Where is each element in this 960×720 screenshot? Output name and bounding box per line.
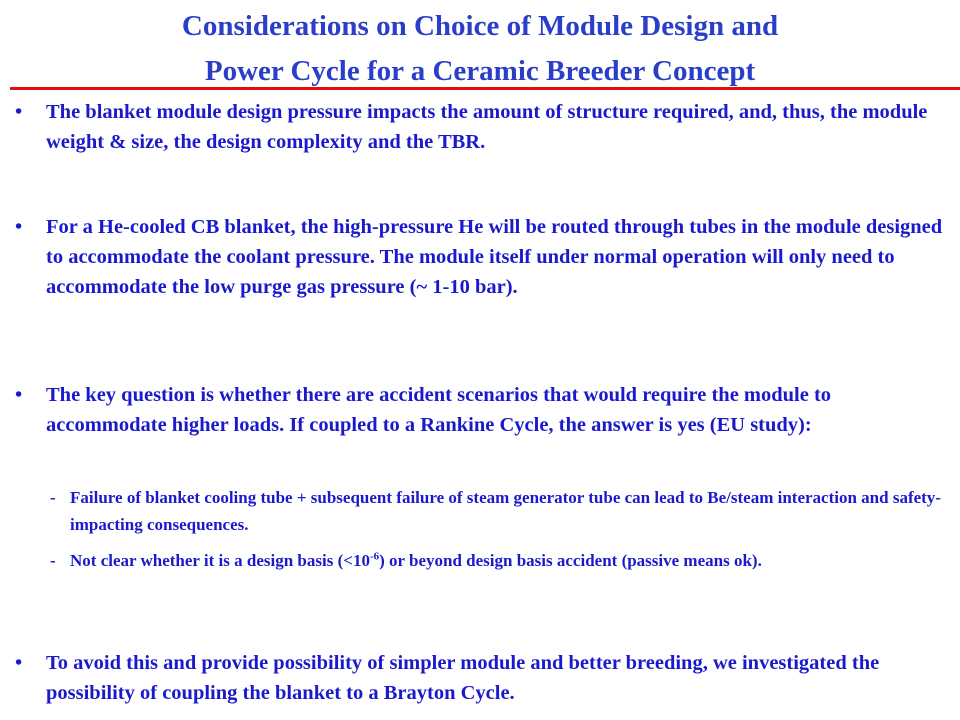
superscript-exponent: -6 [369, 550, 380, 563]
bullet-mark: • [15, 101, 23, 123]
bullet-mark: • [15, 216, 23, 238]
title-divider [10, 87, 960, 90]
bullet-text-2: For a He-cooled CB blanket, the high-pressure He will be routed through tubes in the module designed to accommodate the coolant pressure. The module itself under normal operation will only need to accommodate the low purge gas pressure (~ 1-10 bar). [46, 216, 943, 298]
bullet-text-4: To avoid this and provide possibility of simpler module and better breeding, we investigated the possibility of coupling the blanket to a Brayton Cycle. [46, 652, 880, 704]
sub-bullet-mark: - [50, 488, 56, 507]
bullet-mark: • [15, 652, 23, 674]
sub-bullet-text-2-part-2: ) or beyond design basis accident (passive means ok). [379, 551, 762, 570]
title-line-1: Considerations on Choice of Module Design and [181, 10, 779, 42]
sub-bullet-text-1: Failure of blanket cooling tube + subsequent failure of steam generator tube can lead to Be/steam interaction and safety-impacting consequences. [70, 488, 941, 534]
title-line-2: Power Cycle for a Ceramic Breeder Concept [204, 55, 756, 87]
bullet-mark: • [15, 384, 23, 406]
sub-bullet-mark: - [50, 551, 56, 570]
bullet-text-3: The key question is whether there are accident scenarios that would require the module to accommodate higher loads. If coupled to a Rankine Cycle, the answer is yes (EU study): [46, 384, 832, 436]
bullet-text-1: The blanket module design pressure impacts the amount of structure required, and, thus, the module weight & size, the design complexity and the TBR. [46, 101, 928, 153]
sub-bullet-text-2 [70, 547, 950, 574]
sub-bullet-text-2-part-1: Not clear whether it is a design basis (<10 [70, 551, 370, 570]
slide-title [40, 4, 920, 94]
